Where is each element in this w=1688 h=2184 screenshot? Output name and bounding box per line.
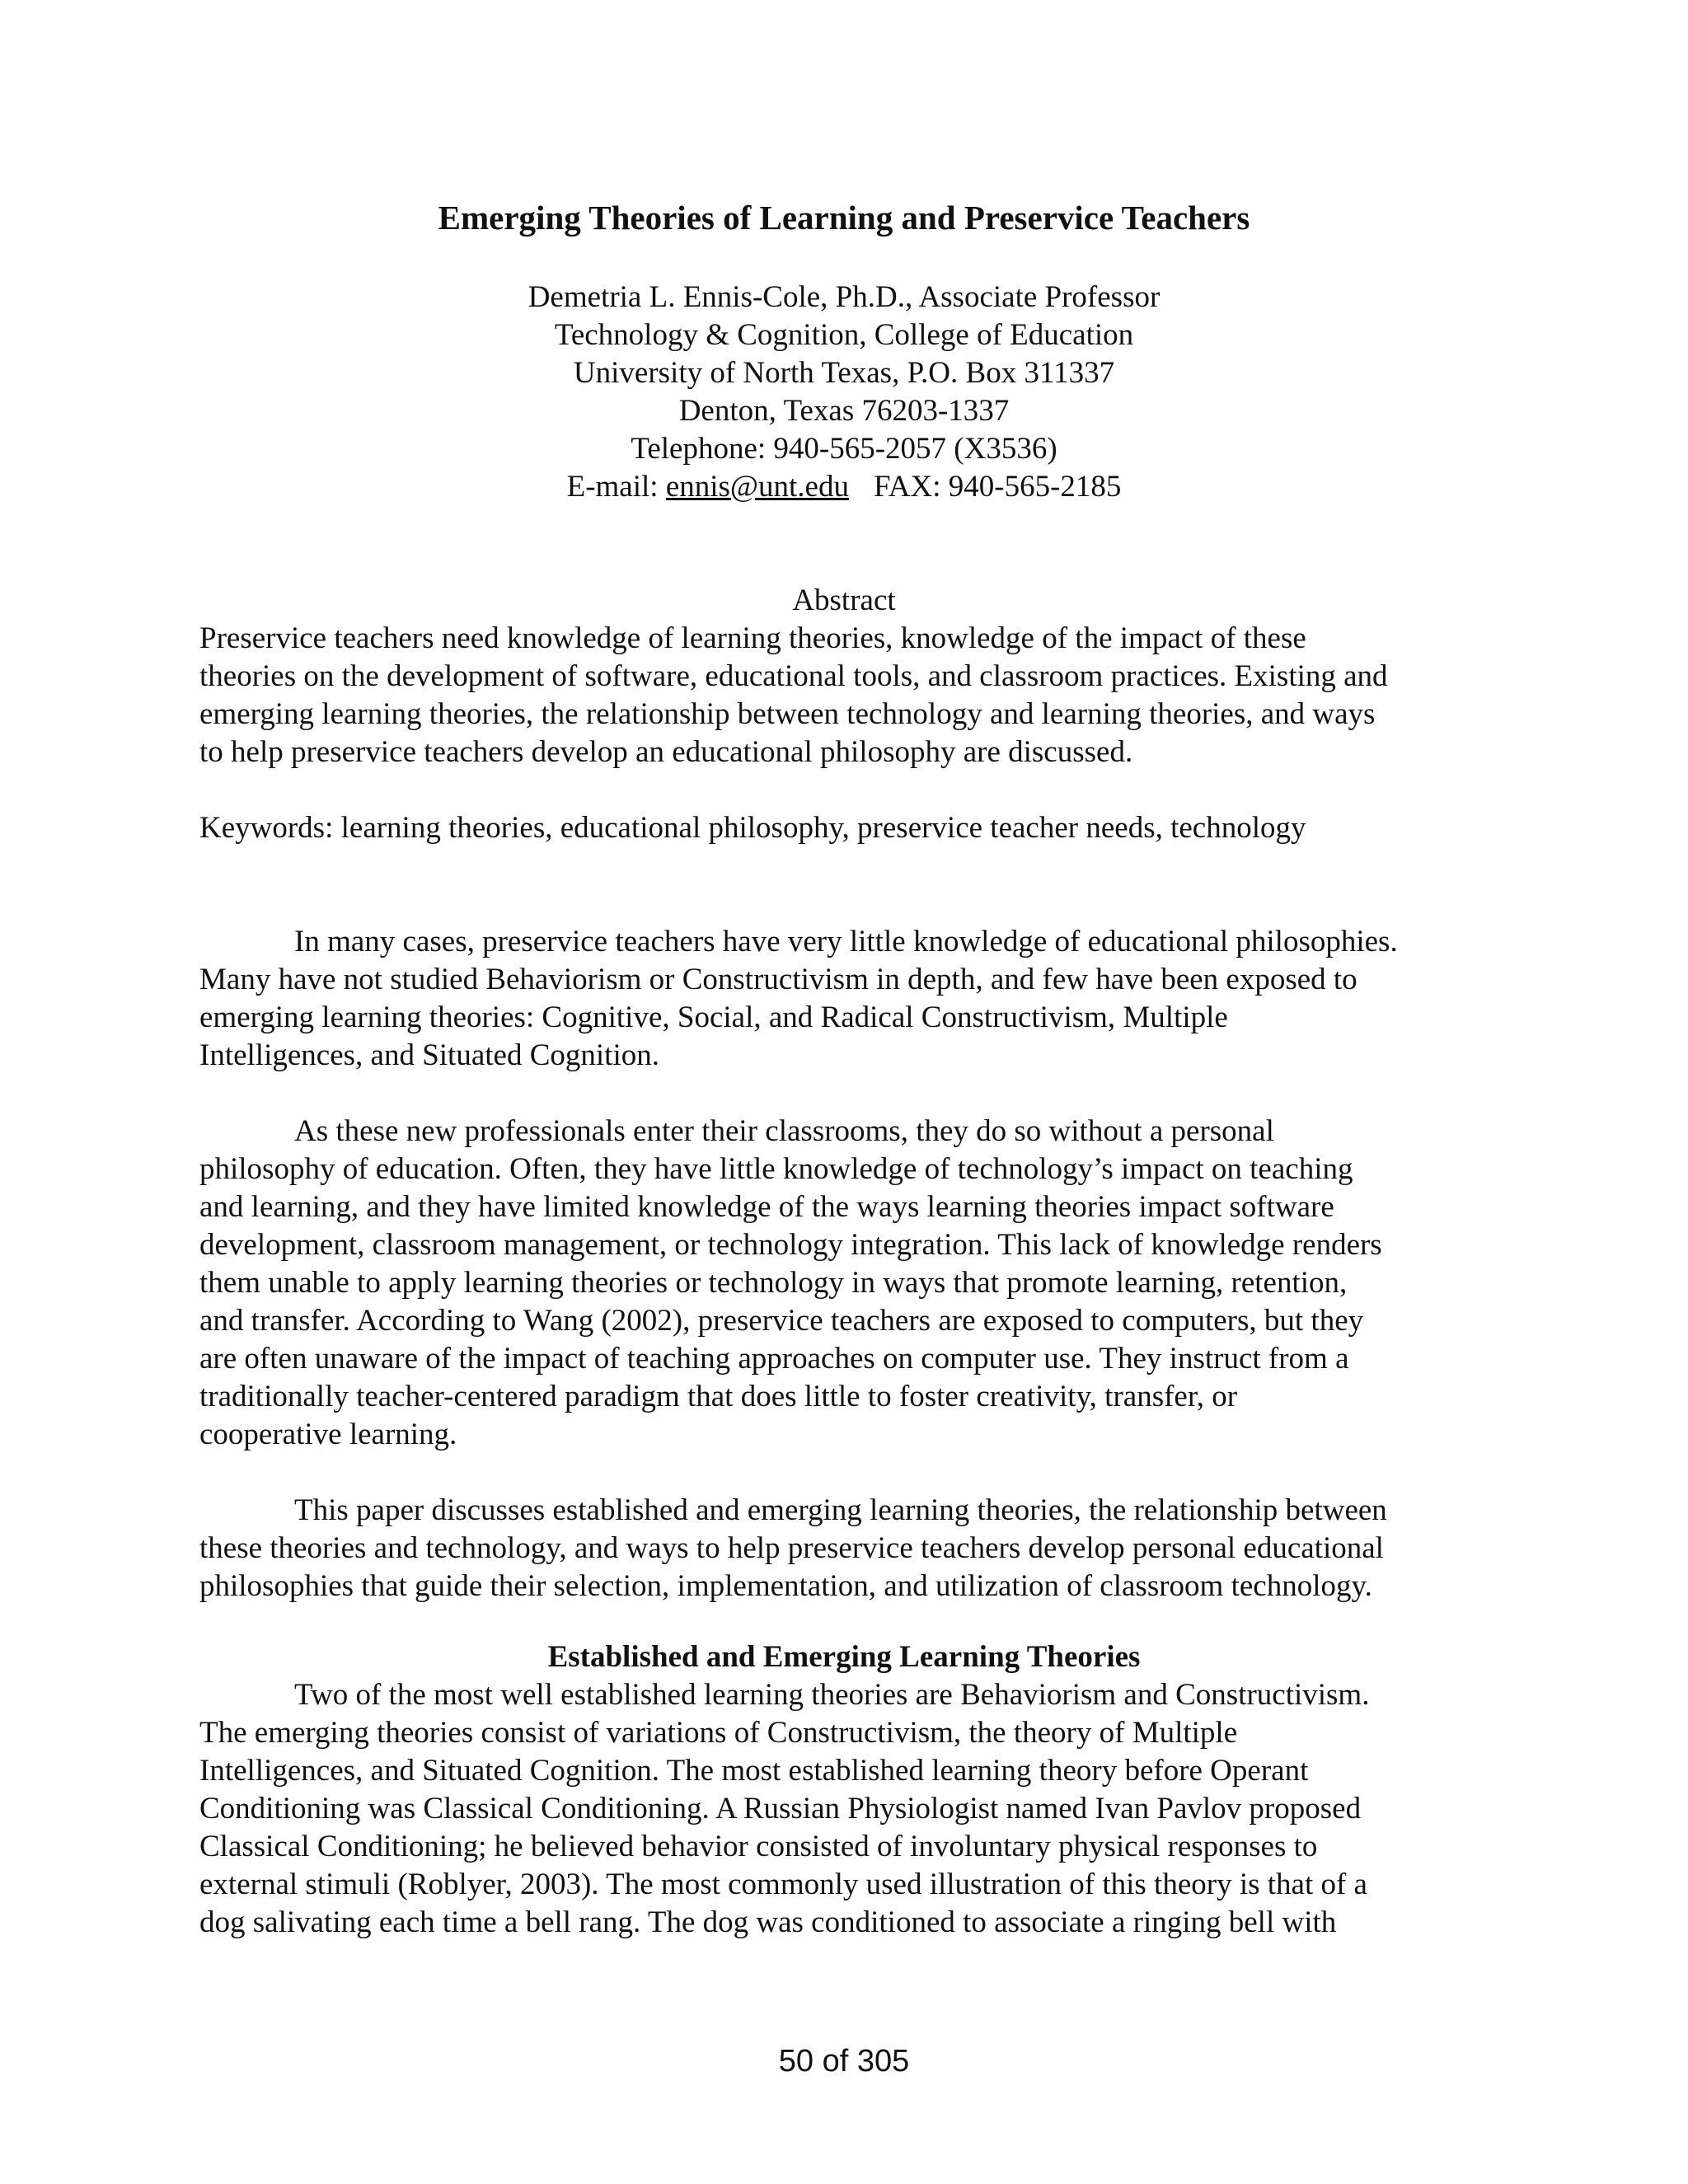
email-label: E-mail: <box>566 470 659 504</box>
paragraph-line: As these new professionals enter their classrooms, they do so without a personal <box>294 1114 1274 1148</box>
page-number: 50 of 305 <box>778 2044 910 2079</box>
abstract-line: Preservice teachers need knowledge of learning theories, knowledge of the impact of these <box>199 621 1306 655</box>
paragraph-line: and learning, and they have limited knowledge of the ways learning theories impact software <box>199 1190 1334 1224</box>
abstract-line: to help preservice teachers develop an educational philosophy are discussed. <box>199 735 1133 769</box>
paragraph-line: Conditioning was Classical Conditioning. A Russian Physiologist named Ivan Pavlov proposed <box>199 1792 1362 1825</box>
paragraph-line: them unable to apply learning theories or technology in ways that promote learning, retention, <box>199 1266 1348 1300</box>
abstract-text <box>199 620 1502 771</box>
keywords-line: Keywords: learning theories, educational philosophy, preservice teacher needs, technology <box>199 811 1306 845</box>
paragraph-line: emerging learning theories: Cognitive, Social, and Radical Constructivism, Multiple <box>199 1001 1228 1034</box>
paragraph-line: traditionally teacher-centered paradigm that does little to foster creativity, transfer, or <box>199 1380 1238 1413</box>
abstract-heading: Abstract <box>792 583 896 617</box>
body-paragraph-2 <box>199 1113 1502 1454</box>
paragraph-line: Intelligences, and Situated Cognition. <box>199 1038 659 1072</box>
paragraph-line: external stimuli (Roblyer, 2003). The most commonly used illustration of this theory is that of a <box>199 1868 1367 1901</box>
paragraph-line: are often unaware of the impact of teaching approaches on computer use. They instruct from a <box>199 1342 1349 1376</box>
paragraph-line: dog salivating each time a bell rang. The dog was conditioned to associate a ringing bell with <box>199 1905 1337 1939</box>
paragraph-line: This paper discusses established and emerging learning theories, the relationship between <box>294 1493 1387 1527</box>
author-city: Denton, Texas 76203-1337 <box>678 394 1010 428</box>
paragraph-line: philosophies that guide their selection, implementation, and utilization of classroom technology. <box>199 1569 1372 1603</box>
author-contact-line <box>0 468 1688 506</box>
author-telephone: Telephone: 940-565-2057 (X3536) <box>631 432 1057 466</box>
paragraph-line: philosophy of education. Often, they have little knowledge of technology’s impact on teaching <box>199 1152 1353 1186</box>
author-block <box>0 279 1688 506</box>
paragraph-line: In many cases, preservice teachers have very little knowledge of educational philosophies. <box>294 925 1398 958</box>
section-heading: Established and Emerging Learning Theories <box>547 1640 1141 1674</box>
fax-number: FAX: 940-565-2185 <box>873 470 1122 504</box>
author-university: University of North Texas, P.O. Box 311337 <box>573 356 1115 390</box>
abstract-line: emerging learning theories, the relationship between technology and learning theories, and ways <box>199 697 1376 731</box>
paragraph-line: cooperative learning. <box>199 1418 457 1451</box>
paragraph-line: Many have not studied Behaviorism or Constructivism in depth, and few have been exposed to <box>199 963 1357 996</box>
paragraph-line: development, classroom management, or technology integration. This lack of knowledge renders <box>199 1228 1382 1262</box>
email-link[interactable]: ennis@unt.edu <box>665 470 849 504</box>
author-department: Technology & Cognition, College of Education <box>554 318 1134 352</box>
paragraph-line: these theories and technology, and ways to help preservice teachers develop personal educational <box>199 1531 1384 1565</box>
paragraph-line: Two of the most well established learning theories are Behaviorism and Constructivism. <box>294 1678 1370 1712</box>
paragraph-line: Intelligences, and Situated Cognition. The most established learning theory before Operant <box>199 1754 1309 1788</box>
section-paragraph <box>199 1676 1502 1942</box>
author-name: Demetria L. Ennis-Cole, Ph.D., Associate Professor <box>528 280 1160 314</box>
keywords <box>199 809 1502 847</box>
paragraph-line: The emerging theories consist of variations of Constructivism, the theory of Multiple <box>199 1716 1238 1750</box>
paragraph-line: Classical Conditioning; he believed behavior consisted of involuntary physical responses to <box>199 1830 1318 1863</box>
body-paragraph-1 <box>199 923 1502 1075</box>
paper-title: Emerging Theories of Learning and Preservice Teachers <box>438 199 1250 237</box>
abstract-line: theories on the development of software, educational tools, and classroom practices. Existing and <box>199 659 1388 693</box>
body-paragraph-3 <box>199 1492 1502 1605</box>
paragraph-line: and transfer. According to Wang (2002), preservice teachers are exposed to computers, but they <box>199 1304 1364 1338</box>
